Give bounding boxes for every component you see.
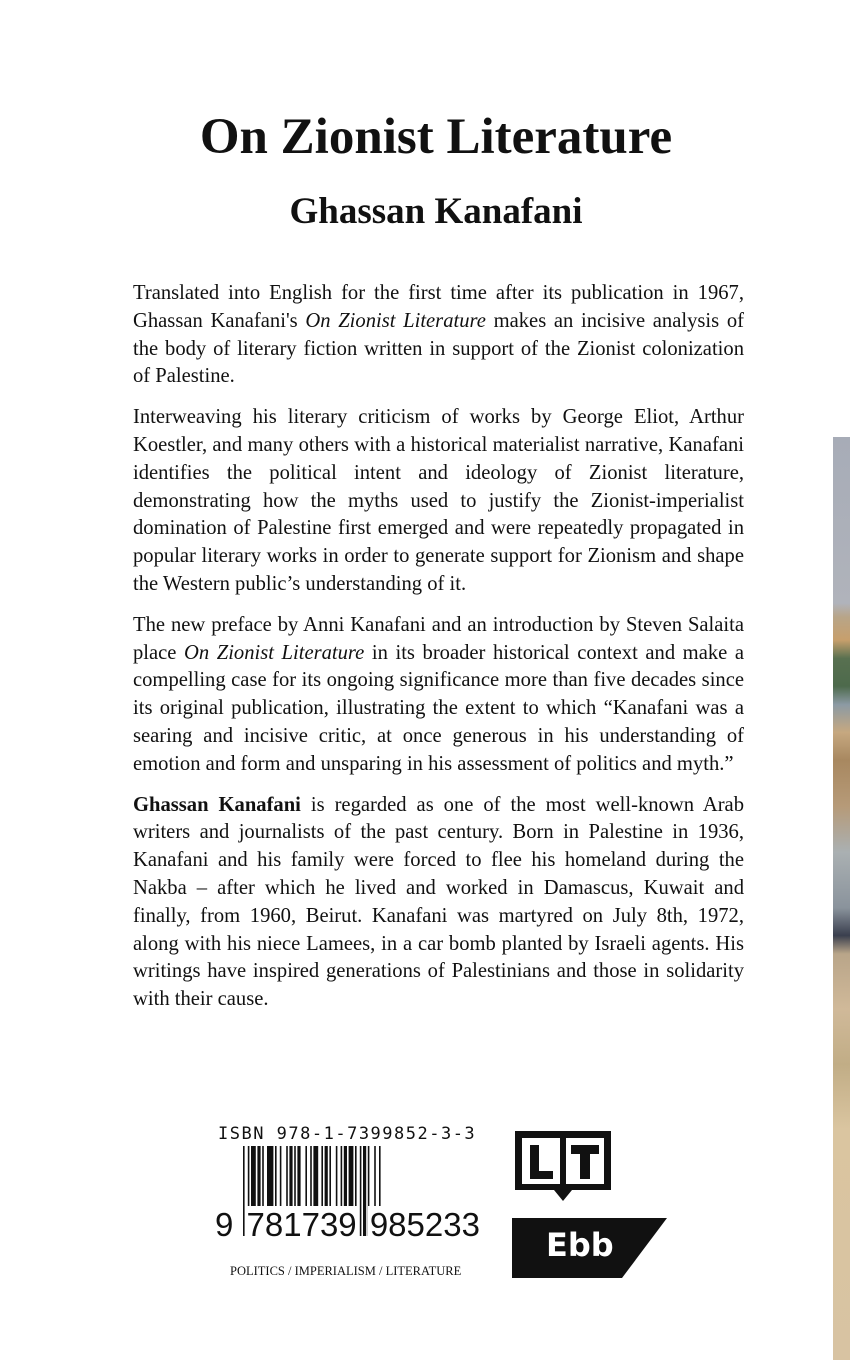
text: makes an incisive analysis of the body of literary fiction written in support of the Zionist colonization of Palestine. <box>133 309 744 388</box>
blurb-paragraph: Interweaving his literary criticism of works by George Eliot, Arthur Koestler, and many others with a historical materialist narrative, Kanafani identifies the political intent and ideology of Zionist literature, demonstrating how the myths used to justify the Zionist-imperialist domination of Palestine first emerged and were repeatedly propagated in popular literary works in order to generate support for Zionism and shape the Western public’s understanding of it. <box>133 406 744 595</box>
blurb-paragraph <box>133 280 744 391</box>
lt-publisher-logo <box>512 1128 614 1204</box>
text: The new preface by Anni Kanafani and an introduction by Steven Salaita place <box>133 613 744 664</box>
cover-painting-edge <box>833 437 850 1360</box>
text: in its broader historical context and make a compelling case for its ongoing significance more than five decades since its original publication, illustrating the extent to which “Kanafani was a searing and incisive critic, at once generous in his understanding of emotion and form and unsparing in his assessment of politics and myth.” <box>133 641 744 775</box>
barcode-number <box>213 1206 482 1244</box>
author-name: Ghassan Kanafani <box>289 191 583 232</box>
author-bio <box>133 792 744 1014</box>
subject-categories: POLITICS / IMPERIALISM / LITERATURE <box>230 1264 462 1278</box>
text: is regarded as one of the most well-known Arab writers and journalists of the past century. Born in Palestine in 1936, Kanafani and his family were forced to flee his homeland during the Nakba – after which he lived and worked in Damascus, Kuwait and finally, from 1960, Beirut. Kanafani was martyred on July 8th, 1972, along with his niece Lamees, in a car bomb planted by Israeli agents. His writings have inspired generations of Palestinians and those in solidarity with their cause. <box>133 793 744 1011</box>
author-bio-name: Ghassan Kanafani <box>133 793 301 816</box>
text: Translated into English for the first time after its publication in 1967, Ghassan Kanafani's <box>133 282 744 332</box>
ebb-logo-text: Ebb <box>546 1226 614 1264</box>
blurb-paragraph <box>133 612 744 779</box>
book-title-italic: On Zionist Literature <box>184 641 365 664</box>
book-title: On Zionist Literature <box>199 109 673 165</box>
blurb <box>133 280 744 1027</box>
isbn-label: ISBN 978-1-7399852-3-3 <box>218 1124 477 1144</box>
barcode-lead-digit: 9 <box>215 1206 234 1243</box>
book-title-italic: On Zionist Literature <box>305 309 486 332</box>
barcode-group2: 985233 <box>369 1206 480 1243</box>
barcode-group1: 781739 <box>246 1206 357 1243</box>
